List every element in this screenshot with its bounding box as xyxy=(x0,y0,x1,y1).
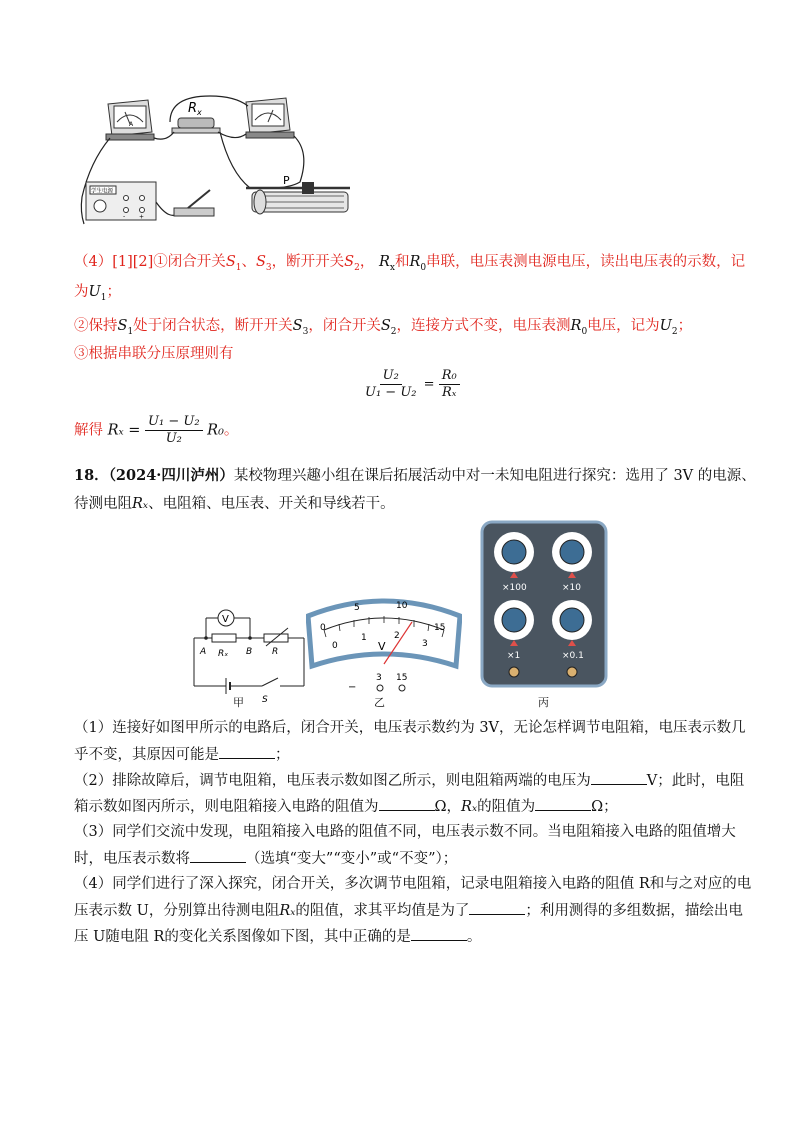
answer-line-3: ②保持$S_1$处于闭合状态，断开开关$S_3$，闭合开关$S_2$，连接方式不变，电压表测$R_0$电压，记为$U_2$； xyxy=(74,318,693,337)
q18-part1-line-1: （1）连接好如图甲所示的电路后，闭合开关，电压表示数约为 3V，无论怎样调节电阻箱，电压表示数几 xyxy=(74,720,746,736)
svg-text:R: R xyxy=(272,647,279,657)
caption-yi: 乙 xyxy=(374,696,385,709)
ammeter-icon xyxy=(106,100,154,140)
svg-text:×100: ×100 xyxy=(502,583,527,593)
answer-blank-3[interactable] xyxy=(379,796,435,811)
svg-text:15: 15 xyxy=(396,673,408,683)
circuit-diagram-jia xyxy=(192,604,308,710)
svg-text:0: 0 xyxy=(320,623,326,633)
answer-blank-4[interactable] xyxy=(535,796,591,811)
switch-icon xyxy=(174,190,214,216)
svg-text:3: 3 xyxy=(376,673,382,683)
q18-part1-line-2: 乎不变，其原因可能是 ； xyxy=(74,744,290,765)
answer-line-1: （4）[1][2]①闭合开关$S_1$、$S_3$，断开开关$S_2$， $R_x$和$R_0$串联，电压表测电源电压，读出电压表的示数，记 xyxy=(74,254,746,273)
q18-part4-line-3: 压 U随电阻 R的变化关系图像如下图，其中正确的是 。 xyxy=(74,926,481,947)
caption-jia: 甲 xyxy=(233,696,244,709)
ratio-equation: $\frac{\text{U₂}}{\text{U₁ − U₂}}$ = $\frac{\text{R₀}}{\text{Rₓ}}$ xyxy=(362,368,460,401)
svg-text:2: 2 xyxy=(394,631,400,641)
terminal-left-icon xyxy=(509,667,519,677)
svg-text:×10: ×10 xyxy=(562,583,581,593)
svg-text:5: 5 xyxy=(354,603,360,613)
slider-p-label: P xyxy=(283,174,290,187)
rx-label: $R_x$ xyxy=(188,101,202,117)
terminal-right-icon xyxy=(567,667,577,677)
q18-part2-line-1: （2）排除故障后，调节电阻箱，电压表示数如图乙所示，则电阻箱两端的电压为 V；此时，电阻 xyxy=(74,770,744,791)
power-supply-icon xyxy=(86,182,156,221)
answer-blank-1[interactable] xyxy=(219,744,275,759)
svg-text:+: + xyxy=(139,213,145,221)
svg-text:B: B xyxy=(246,647,253,657)
answer-line-4: ③根据串联分压原理则有 xyxy=(74,346,234,362)
svg-text:S: S xyxy=(262,695,268,705)
caption-bing: 丙 xyxy=(538,696,549,709)
resistance-box-bing xyxy=(480,520,608,688)
answer-blank-6[interactable] xyxy=(469,900,525,915)
svg-text:1: 1 xyxy=(361,633,367,643)
resistor-rx-icon xyxy=(172,101,220,133)
answer-blank-5[interactable] xyxy=(190,848,246,863)
solution-equation: 解得 Rₓ = $\frac{\text{U₁ − U₂}}{\text{U₂}}$ R₀。 xyxy=(74,414,239,446)
svg-text:10: 10 xyxy=(396,601,408,611)
svg-text:学生电源: 学生电源 xyxy=(91,188,114,195)
svg-text:V: V xyxy=(222,614,229,625)
rheostat-icon xyxy=(246,174,350,214)
q18-part4-line-2: 压表示数 U，分别算出待测电阻Rₓ的阻值，求其平均值是为了 ；利用测得的多组数据，描绘出电 xyxy=(74,900,743,921)
svg-text:Rₓ: Rₓ xyxy=(218,649,229,659)
q18-part3-line-2: 时，电压表示数将 （选填“变大”“变小”或“不变”）； xyxy=(74,848,457,869)
svg-text:V: V xyxy=(378,640,386,653)
svg-text:15: 15 xyxy=(434,623,446,633)
q18-intro-line-1: 18．（2024·四川泸州）某校物理兴趣小组在课后拓展活动中对一未知电阻进行探究：选用了 3V 的电源、 xyxy=(74,467,756,484)
voltmeter-icon xyxy=(246,98,294,138)
q18-intro-line-2: 待测电阻Rₓ、电阻箱、电压表、开关和导线若干。 xyxy=(74,496,395,512)
q18-part3-line-1: （3）同学们交流中发现，电阻箱接入电路的阻值不同，电压表示数不同。当电阻箱接入电路的阻值增大 xyxy=(74,824,736,840)
svg-text:-: - xyxy=(123,213,126,221)
svg-text:×1: ×1 xyxy=(507,651,521,661)
svg-text:×0.1: ×0.1 xyxy=(562,651,584,661)
q18-part2-line-2: 箱示数如图丙所示，则电阻箱接入电路的阻值为 Ω，Rₓ的阻值为 Ω； xyxy=(74,796,618,817)
svg-text:A: A xyxy=(200,647,207,657)
q18-part4-line-1: （4）同学们进行了深入探究，闭合开关，多次调节电阻箱，记录电阻箱接入电路的阻值 R和与之对应的电 xyxy=(74,876,752,892)
svg-text:−: − xyxy=(348,682,357,693)
apparatus-figure xyxy=(70,92,360,232)
answer-line-2: 为$U_1$； xyxy=(74,284,121,303)
svg-text:3: 3 xyxy=(422,639,428,649)
answer-blank-7[interactable] xyxy=(411,926,467,941)
svg-text:0: 0 xyxy=(332,641,338,651)
svg-text:A: A xyxy=(129,121,134,128)
answer-blank-2[interactable] xyxy=(591,770,647,785)
voltmeter-dial-yi xyxy=(306,586,462,696)
